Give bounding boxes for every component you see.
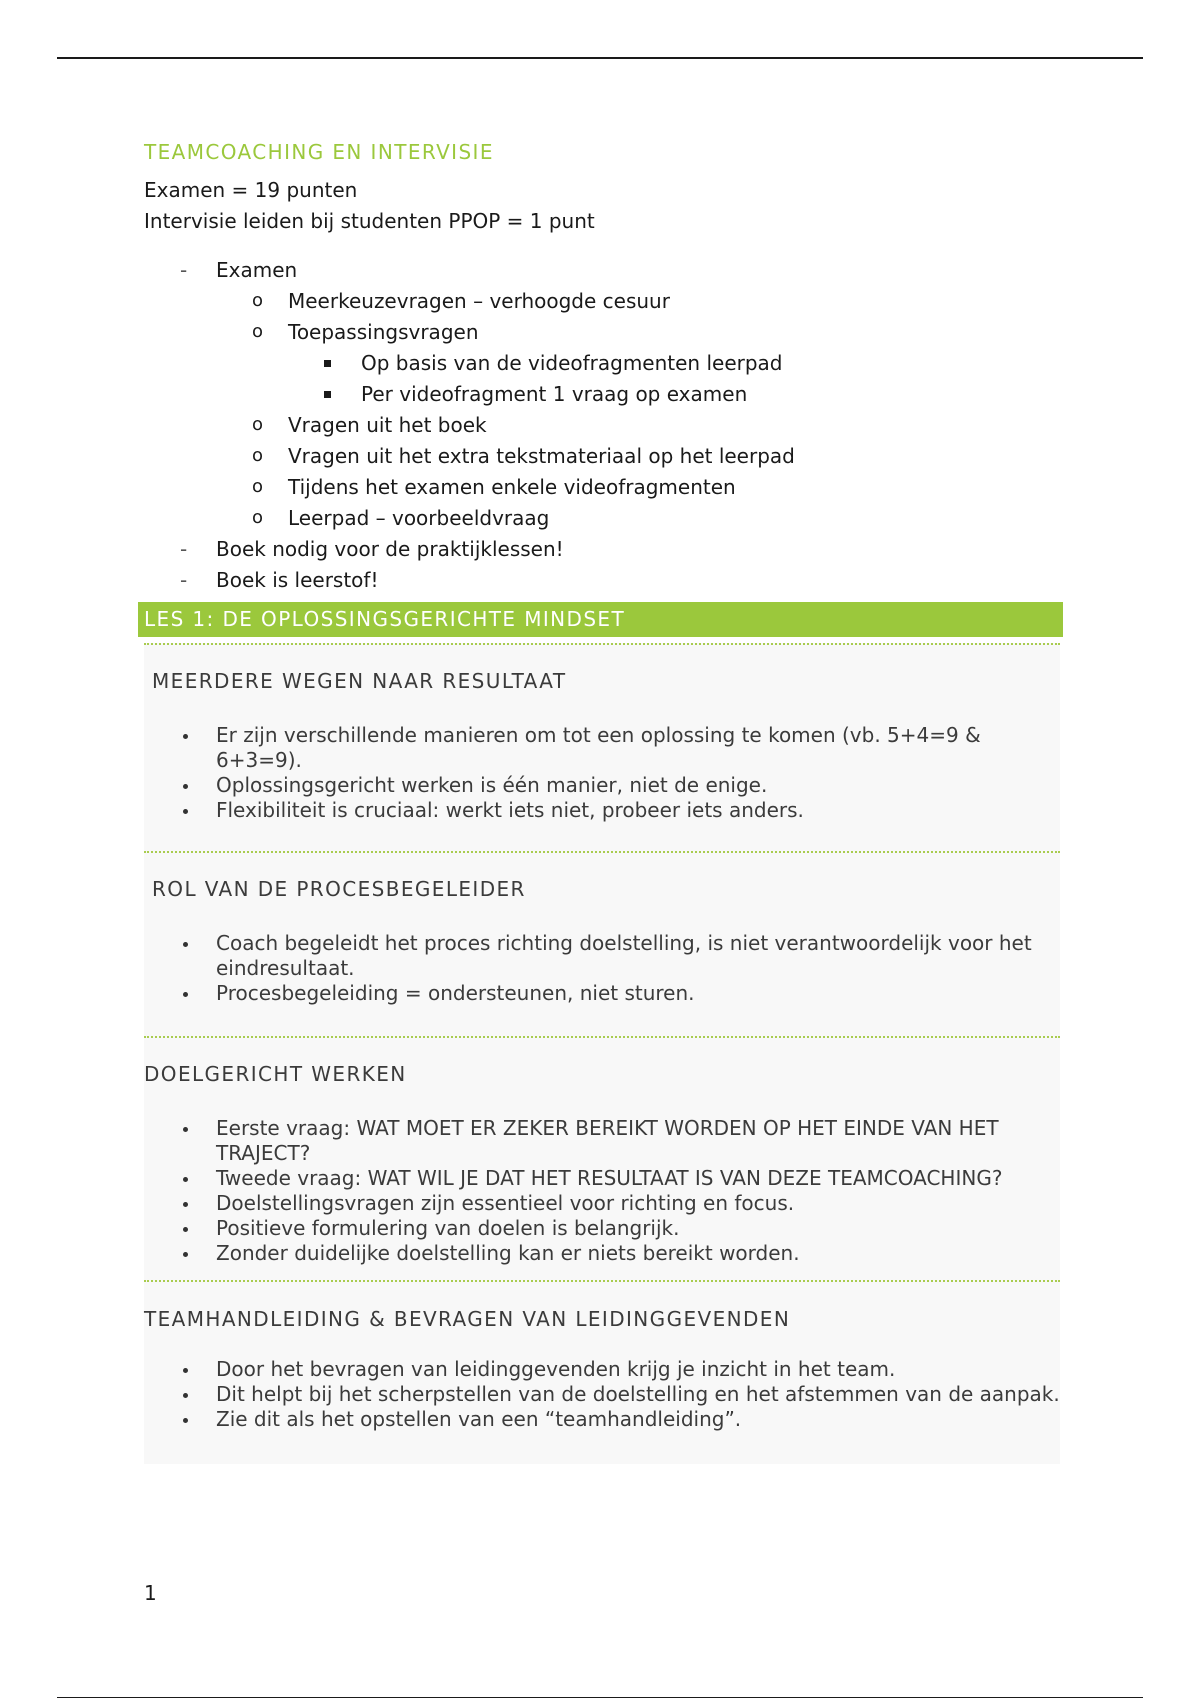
list-item [144,723,1060,773]
circle-bullet-icon: o [252,507,264,528]
list-item-text: Zonder duidelijke doelstelling kan er niets bereikt worden. [216,1241,800,1265]
list-item-examen [144,255,1064,534]
bullet-list [152,931,1060,1006]
bullet-dot-icon [183,992,188,997]
list-item [215,317,1064,410]
list-item-text: Op basis van de videofragmenten leerpad [361,351,783,375]
circle-bullet-icon: o [252,414,264,435]
document-title: TEAMCOACHING EN INTERVISIE [144,140,494,164]
page-number: 1 [144,1581,157,1605]
application-sublist [288,348,1064,410]
bullet-dot-icon [183,1177,188,1182]
bullet-dot-icon [183,1202,188,1207]
list-item-text: Per videofragment 1 vraag op examen [361,382,748,406]
bullet-dot-icon [183,1368,188,1373]
section-heading: TEAMHANDLEIDING & BEVRAGEN VAN LEIDINGGEVENDEN [144,1307,791,1331]
list-item-text: Examen [216,258,298,282]
bullet-dot-icon [183,809,188,814]
list-item-text: Boek nodig voor de praktijklessen! [216,537,564,561]
list-item-text: Dit helpt bij het scherpstellen van de doelstelling en het afstemmen van de aanpak. [216,1382,1060,1406]
bullet-dot-icon [183,1127,188,1132]
bullet-dot-icon [183,1227,188,1232]
list-item-text: Positieve formulering van doelen is belangrijk. [216,1216,680,1240]
list-item [215,410,1064,441]
list-item [215,441,1064,472]
list-item-text: Leerpad – voorbeeldvraag [288,506,550,530]
dash-bullet-icon: - [180,258,188,282]
list-item-text: Toepassingsvragen [288,320,479,344]
list-item [215,472,1064,503]
section-meerdere-wegen [144,643,1060,851]
lesson-banner: LES 1: DE OPLOSSINGSGERICHTE MINDSET [138,602,1063,637]
list-item [144,931,1060,981]
bullet-list [152,723,1060,823]
list-item-text: Er zijn verschillende manieren om tot een oplossing te komen (vb. 5+4=9 & 6+3=9). [216,723,981,772]
circle-bullet-icon: o [252,321,264,342]
list-item-text: Coach begeleidt het proces richting doelstelling, is niet verantwoordelijk voor het eindresultaat. [216,931,1032,980]
list-item [144,1382,1060,1407]
list-item [144,1216,1060,1241]
section-doelgericht-werken [144,1036,1060,1280]
bullet-dot-icon [183,734,188,739]
section-rol-procesbegeleider [144,851,1060,1036]
dash-bullet-icon: - [180,568,188,592]
intervision-points-line: Intervisie leiden bij studenten PPOP = 1 punt [144,209,595,233]
section-teamhandleiding [144,1280,1060,1464]
list-item [288,379,1064,410]
bullet-list [144,1116,1060,1266]
list-item-text: Tweede vraag: WAT WIL JE DAT HET RESULTAAT IS VAN DEZE TEAMCOACHING? [216,1166,1003,1190]
list-item-text: Vragen uit het extra tekstmateriaal op het leerpad [288,444,795,468]
list-item [144,773,1060,798]
list-item [144,1407,1060,1432]
exam-info-list [144,255,1064,596]
list-item [288,348,1064,379]
circle-bullet-icon: o [252,476,264,497]
circle-bullet-icon: o [252,445,264,466]
square-bullet-icon [324,391,331,398]
exam-points-line: Examen = 19 punten [144,178,358,202]
list-item [144,1166,1060,1191]
bullet-dot-icon [183,1252,188,1257]
list-item-text: Boek is leerstof! [216,568,379,592]
exam-sublist [216,286,1064,534]
list-item-text: Tijdens het examen enkele videofragmenten [288,475,736,499]
section-heading: ROL VAN DE PROCESBEGELEIDER [152,877,526,901]
list-item-text: Flexibiliteit is cruciaal: werkt iets niet, probeer iets anders. [216,798,804,822]
list-item [144,1116,1060,1166]
list-item-text: Oplossingsgericht werken is één manier, niet de enige. [216,773,768,797]
list-item-text: Doelstellingsvragen zijn essentieel voor richting en focus. [216,1191,795,1215]
dash-bullet-icon: - [180,537,188,561]
list-item [144,798,1060,823]
list-item-text: Meerkeuzevragen – verhoogde cesuur [288,289,670,313]
document-page [144,140,1064,1464]
list-item [215,286,1064,317]
list-item [144,981,1060,1006]
list-item-text: Vragen uit het boek [288,413,487,437]
bullet-dot-icon [183,942,188,947]
footer-rule [57,1697,1143,1698]
list-item-boek-nodig [144,534,1064,565]
list-item-text: Procesbegeleiding = ondersteunen, niet sturen. [216,981,695,1005]
section-heading: DOELGERICHT WERKEN [144,1062,407,1086]
list-item [144,1357,1060,1382]
section-heading: MEERDERE WEGEN NAAR RESULTAAT [152,669,567,693]
bullet-list [144,1357,1060,1432]
list-item-text: Zie dit als het opstellen van een “teamhandleiding”. [216,1407,742,1431]
bullet-dot-icon [183,1418,188,1423]
circle-bullet-icon: o [252,290,264,311]
list-item-leerstof [144,565,1064,596]
list-item [215,503,1064,534]
square-bullet-icon [324,360,331,367]
list-item-text: Door het bevragen van leidinggevenden krijg je inzicht in het team. [216,1357,896,1381]
header-rule [57,57,1143,59]
list-item [144,1241,1060,1266]
list-item-text: Eerste vraag: WAT MOET ER ZEKER BEREIKT WORDEN OP HET EINDE VAN HET TRAJECT? [216,1116,999,1165]
list-item [144,1191,1060,1216]
bullet-dot-icon [183,784,188,789]
bullet-dot-icon [183,1393,188,1398]
